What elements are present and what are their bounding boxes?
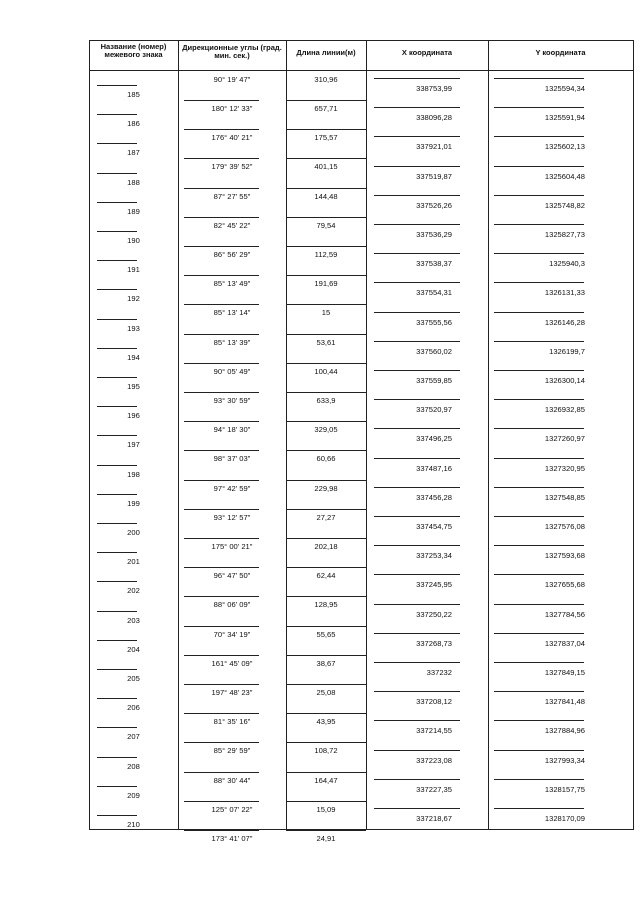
point-name: 196 <box>127 411 140 421</box>
segment-length: 25,08 <box>316 688 336 697</box>
segment-angle: 85° 13' 14" <box>213 308 251 318</box>
point-x: 337250,22 <box>416 609 452 619</box>
row-rule <box>286 334 366 335</box>
row-rule <box>494 487 584 488</box>
point-x: 337456,28 <box>416 492 452 502</box>
point-x: 337559,85 <box>416 376 452 385</box>
row-rule <box>286 100 366 101</box>
segment-angle: 175° 00' 21" <box>211 542 253 551</box>
point-name: 189 <box>127 206 140 216</box>
point-y: 1327841,48 <box>544 697 585 707</box>
point-name: 187 <box>127 148 140 158</box>
row-rule <box>374 691 460 692</box>
point-x: 337554,31 <box>416 288 452 298</box>
row-rule <box>494 224 584 225</box>
segment-length: 202,18 <box>314 542 338 551</box>
row-rule <box>494 662 584 663</box>
point-y: 1327260,97 <box>544 434 585 444</box>
segment-angle: 97° 42' 59" <box>213 483 251 493</box>
point-y: 1326131,33 <box>544 288 585 298</box>
row-rule <box>184 304 259 305</box>
point-y: 1327548,85 <box>544 492 585 502</box>
segment-angle: 81° 35' 16" <box>213 717 251 727</box>
row-rule <box>374 253 460 254</box>
row-rule <box>374 779 460 780</box>
row-rule <box>97 348 137 349</box>
row-rule <box>97 231 137 232</box>
row-rule <box>97 260 137 261</box>
y-column <box>489 71 634 830</box>
point-y: 1327884,96 <box>544 726 585 736</box>
row-rule <box>374 487 460 488</box>
row-rule <box>184 392 259 393</box>
header-name: Название (номер) межевого знака <box>100 42 167 59</box>
point-y: 1325602,13 <box>544 142 585 152</box>
segment-angle: 82° 45' 22" <box>213 220 251 230</box>
point-y: 1327837,04 <box>544 638 585 648</box>
segment-length: 15,09 <box>316 804 336 814</box>
row-rule <box>494 691 584 692</box>
row-rule <box>184 713 259 714</box>
row-rule <box>494 604 584 605</box>
point-x: 337555,56 <box>416 317 452 327</box>
row-rule <box>184 158 259 159</box>
row-rule <box>494 253 584 254</box>
point-y: 1326300,14 <box>544 376 585 385</box>
row-rule <box>184 334 259 335</box>
row-rule <box>374 312 460 313</box>
row-rule <box>97 581 137 582</box>
point-y: 1327593,68 <box>544 551 585 561</box>
point-name: 208 <box>127 761 140 771</box>
point-x: 337245,95 <box>416 580 452 590</box>
segment-length: 164,47 <box>314 775 338 785</box>
segment-length: 112,59 <box>314 250 338 259</box>
row-rule <box>184 363 259 364</box>
row-rule <box>374 166 460 167</box>
row-rule <box>374 516 460 517</box>
segment-angle: 86° 56' 29" <box>213 250 251 259</box>
segment-angle: 85° 13' 49" <box>213 279 251 289</box>
row-rule <box>494 808 584 809</box>
point-x: 337223,08 <box>416 755 452 765</box>
row-rule <box>184 567 259 568</box>
row-rule <box>374 399 460 400</box>
row-rule <box>374 750 460 751</box>
row-rule <box>184 538 259 539</box>
row-rule <box>494 312 584 313</box>
row-rule <box>286 304 366 305</box>
point-name: 190 <box>127 236 140 245</box>
segment-length: 191,69 <box>314 279 338 289</box>
row-rule <box>184 626 259 627</box>
point-y: 1327993,34 <box>544 755 585 765</box>
point-y: 1326199,7 <box>549 346 585 356</box>
row-rule <box>97 85 137 86</box>
point-x: 337560,02 <box>416 346 452 356</box>
row-rule <box>494 428 584 429</box>
point-x: 337214,55 <box>416 726 452 736</box>
segment-length: 657,71 <box>314 104 338 113</box>
row-rule <box>97 435 137 436</box>
row-rule <box>374 107 460 108</box>
segment-length: 24,91 <box>316 834 336 843</box>
row-rule <box>97 494 137 495</box>
point-y: 1326146,28 <box>544 317 585 327</box>
segment-length: 329,05 <box>314 425 338 435</box>
row-rule <box>97 698 137 699</box>
row-rule <box>374 662 460 663</box>
row-rule <box>184 246 259 247</box>
row-rule <box>97 552 137 553</box>
point-name: 197 <box>127 440 140 450</box>
row-rule <box>494 750 584 751</box>
segment-angle: 88° 30' 44" <box>213 775 251 785</box>
row-rule <box>374 428 460 429</box>
segment-angle: 90° 19' 47" <box>213 75 251 84</box>
point-x: 338753,99 <box>416 84 452 93</box>
row-rule <box>184 129 259 130</box>
row-rule <box>374 604 460 605</box>
row-rule <box>374 224 460 225</box>
point-x: 337218,67 <box>416 814 452 823</box>
segment-length: 27,27 <box>316 512 336 522</box>
row-rule <box>286 480 366 481</box>
segment-length: 62,44 <box>316 571 336 581</box>
row-rule <box>184 450 259 451</box>
point-name: 202 <box>127 586 140 596</box>
segment-angle: 93° 30' 59" <box>213 396 251 405</box>
row-rule <box>97 757 137 758</box>
point-y: 1325591,94 <box>544 113 585 123</box>
row-rule <box>97 611 137 612</box>
row-rule <box>286 158 366 159</box>
row-rule <box>286 129 366 130</box>
row-rule <box>286 801 366 802</box>
row-rule <box>374 195 460 196</box>
header-x: X координата <box>401 48 453 57</box>
point-y: 1327655,68 <box>544 580 585 590</box>
point-y: 1327576,08 <box>544 522 585 531</box>
point-name: 200 <box>127 528 140 537</box>
segment-angle: 94° 18' 30" <box>213 425 251 435</box>
point-name: 195 <box>127 382 140 391</box>
segment-length: 401,15 <box>314 162 338 172</box>
segment-length: 144,48 <box>314 191 338 201</box>
point-x: 337232 <box>426 668 452 677</box>
row-rule <box>286 772 366 773</box>
point-y: 1326932,85 <box>544 405 585 415</box>
row-rule <box>184 596 259 597</box>
segment-length: 53,61 <box>316 337 336 347</box>
row-rule <box>286 275 366 276</box>
segment-angle: 85° 13' 39" <box>213 337 251 347</box>
row-rule <box>97 114 137 115</box>
segment-angle: 98° 37' 03" <box>213 454 251 464</box>
point-name: 194 <box>127 352 140 362</box>
point-name: 204 <box>127 644 140 654</box>
point-x: 337526,26 <box>416 200 452 210</box>
row-rule <box>374 78 460 79</box>
row-rule <box>286 217 366 218</box>
segment-angle: 180° 12' 33" <box>211 104 253 113</box>
row-rule <box>494 458 584 459</box>
point-name: 205 <box>127 674 140 683</box>
row-rule <box>494 78 584 79</box>
point-y: 1325748,82 <box>544 200 585 210</box>
segment-angle: 93° 12' 57" <box>213 512 251 522</box>
row-rule <box>97 727 137 728</box>
point-name: 193 <box>127 323 140 333</box>
point-y: 1325827,73 <box>544 230 585 239</box>
row-rule <box>184 801 259 802</box>
point-name: 186 <box>127 119 140 129</box>
segment-angle: 173° 41' 07" <box>211 834 253 843</box>
row-rule <box>184 742 259 743</box>
segment-angle: 96° 47' 50" <box>213 571 251 581</box>
row-rule <box>97 377 137 378</box>
segment-length: 79,54 <box>316 220 336 230</box>
point-y: 1325594,34 <box>544 84 585 93</box>
segment-length: 310,96 <box>314 75 338 84</box>
segment-length: 100,44 <box>314 366 338 376</box>
point-x: 337496,25 <box>416 434 452 444</box>
row-rule <box>97 640 137 641</box>
row-rule <box>184 100 259 101</box>
row-rule <box>286 450 366 451</box>
point-y: 1328157,75 <box>544 784 585 794</box>
header-angle: Дирекционные углы (град. мин. сек.) <box>182 43 282 60</box>
row-rule <box>184 275 259 276</box>
row-rule <box>494 516 584 517</box>
row-rule <box>374 574 460 575</box>
row-rule <box>184 480 259 481</box>
segment-length: 633,9 <box>316 396 336 405</box>
point-x: 337487,16 <box>416 463 452 473</box>
row-rule <box>184 188 259 189</box>
segment-length: 60,66 <box>316 454 336 464</box>
row-rule <box>97 786 137 787</box>
point-x: 337253,34 <box>416 551 452 561</box>
point-name: 198 <box>127 469 140 479</box>
point-x: 337520,97 <box>416 405 452 415</box>
segment-length: 43,95 <box>316 717 336 727</box>
row-rule <box>97 815 137 816</box>
row-rule <box>97 289 137 290</box>
row-rule <box>494 545 584 546</box>
row-rule <box>374 370 460 371</box>
segment-length: 15 <box>321 308 331 318</box>
segment-angle: 85° 29' 59" <box>213 746 251 756</box>
row-rule <box>97 143 137 144</box>
point-y: 1325604,48 <box>544 171 585 181</box>
point-name: 201 <box>127 557 140 567</box>
row-rule <box>494 399 584 400</box>
segment-length: 38,67 <box>316 658 336 668</box>
point-x: 337519,87 <box>416 171 452 181</box>
row-rule <box>286 713 366 714</box>
point-y: 1327784,56 <box>544 609 585 619</box>
segment-length: 175,57 <box>314 133 338 143</box>
point-x: 337268,73 <box>416 638 452 648</box>
point-x: 337538,37 <box>416 259 452 269</box>
row-rule <box>286 188 366 189</box>
segment-angle: 90° 05' 49" <box>213 366 251 376</box>
point-name: 199 <box>127 498 140 508</box>
row-rule <box>494 136 584 137</box>
point-x: 338096,28 <box>416 113 452 123</box>
row-rule <box>184 509 259 510</box>
segment-length: 128,95 <box>314 600 338 610</box>
point-y: 1327320,95 <box>544 463 585 473</box>
row-rule <box>286 246 366 247</box>
row-rule <box>184 421 259 422</box>
row-rule <box>97 406 137 407</box>
row-rule <box>494 282 584 283</box>
row-rule <box>374 633 460 634</box>
segment-length: 55,65 <box>316 629 336 639</box>
row-rule <box>494 633 584 634</box>
row-rule <box>97 523 137 524</box>
point-x: 337208,12 <box>416 697 452 707</box>
row-rule <box>374 545 460 546</box>
x-column <box>367 71 489 830</box>
segment-angle: 161° 45' 09" <box>211 658 253 668</box>
row-rule <box>184 830 259 831</box>
segment-angle: 125° 07' 22" <box>211 804 253 814</box>
header-length: Длина линии(м) <box>296 48 356 57</box>
row-rule <box>494 779 584 780</box>
point-name: 191 <box>127 265 140 275</box>
point-x: 337921,01 <box>416 142 452 152</box>
point-y: 1328170,09 <box>544 814 585 823</box>
row-rule <box>286 538 366 539</box>
row-rule <box>494 341 584 342</box>
point-y: 1327849,15 <box>544 668 585 677</box>
row-rule <box>494 720 584 721</box>
point-name: 206 <box>127 703 140 713</box>
row-rule <box>184 655 259 656</box>
row-rule <box>286 363 366 364</box>
segment-angle: 176° 40' 21" <box>211 133 253 143</box>
point-name: 188 <box>127 177 140 187</box>
row-rule <box>97 319 137 320</box>
segment-angle: 70° 34' 19" <box>213 629 251 639</box>
row-rule <box>374 282 460 283</box>
row-rule <box>494 166 584 167</box>
point-x: 337536,29 <box>416 230 452 239</box>
row-rule <box>286 421 366 422</box>
row-rule <box>184 684 259 685</box>
segment-angle: 179° 39' 52" <box>211 162 253 172</box>
row-rule <box>184 217 259 218</box>
coordinates-sheet <box>89 40 633 843</box>
point-x: 337227,35 <box>416 784 452 794</box>
row-rule <box>286 392 366 393</box>
segment-length: 229,98 <box>314 483 338 493</box>
row-rule <box>286 626 366 627</box>
row-rule <box>374 808 460 809</box>
point-name: 210 <box>127 820 140 829</box>
point-name: 207 <box>127 732 140 742</box>
row-rule <box>494 107 584 108</box>
point-name: 209 <box>127 790 140 800</box>
row-rule <box>286 596 366 597</box>
row-rule <box>374 458 460 459</box>
row-rule <box>97 465 137 466</box>
header-y: Y координата <box>535 48 586 57</box>
row-rule <box>97 669 137 670</box>
row-rule <box>286 567 366 568</box>
row-rule <box>97 202 137 203</box>
point-name: 192 <box>127 294 140 304</box>
segment-angle: 87° 27' 55" <box>213 191 251 201</box>
segment-angle: 197° 48' 23" <box>211 688 253 697</box>
point-name: 203 <box>127 615 140 625</box>
segment-angle: 88° 06' 09" <box>213 600 251 610</box>
row-rule <box>286 742 366 743</box>
row-rule <box>286 684 366 685</box>
row-rule <box>494 195 584 196</box>
row-rule <box>494 574 584 575</box>
row-rule <box>374 136 460 137</box>
point-x: 337454,75 <box>416 522 452 531</box>
row-rule <box>286 655 366 656</box>
point-name: 185 <box>127 90 140 99</box>
row-rule <box>97 173 137 174</box>
row-rule <box>286 509 366 510</box>
segment-length: 108,72 <box>314 746 338 756</box>
row-rule <box>286 830 366 831</box>
row-rule <box>374 720 460 721</box>
row-rule <box>184 772 259 773</box>
row-rule <box>494 370 584 371</box>
row-rule <box>374 341 460 342</box>
point-y: 1325940,3 <box>549 259 585 269</box>
